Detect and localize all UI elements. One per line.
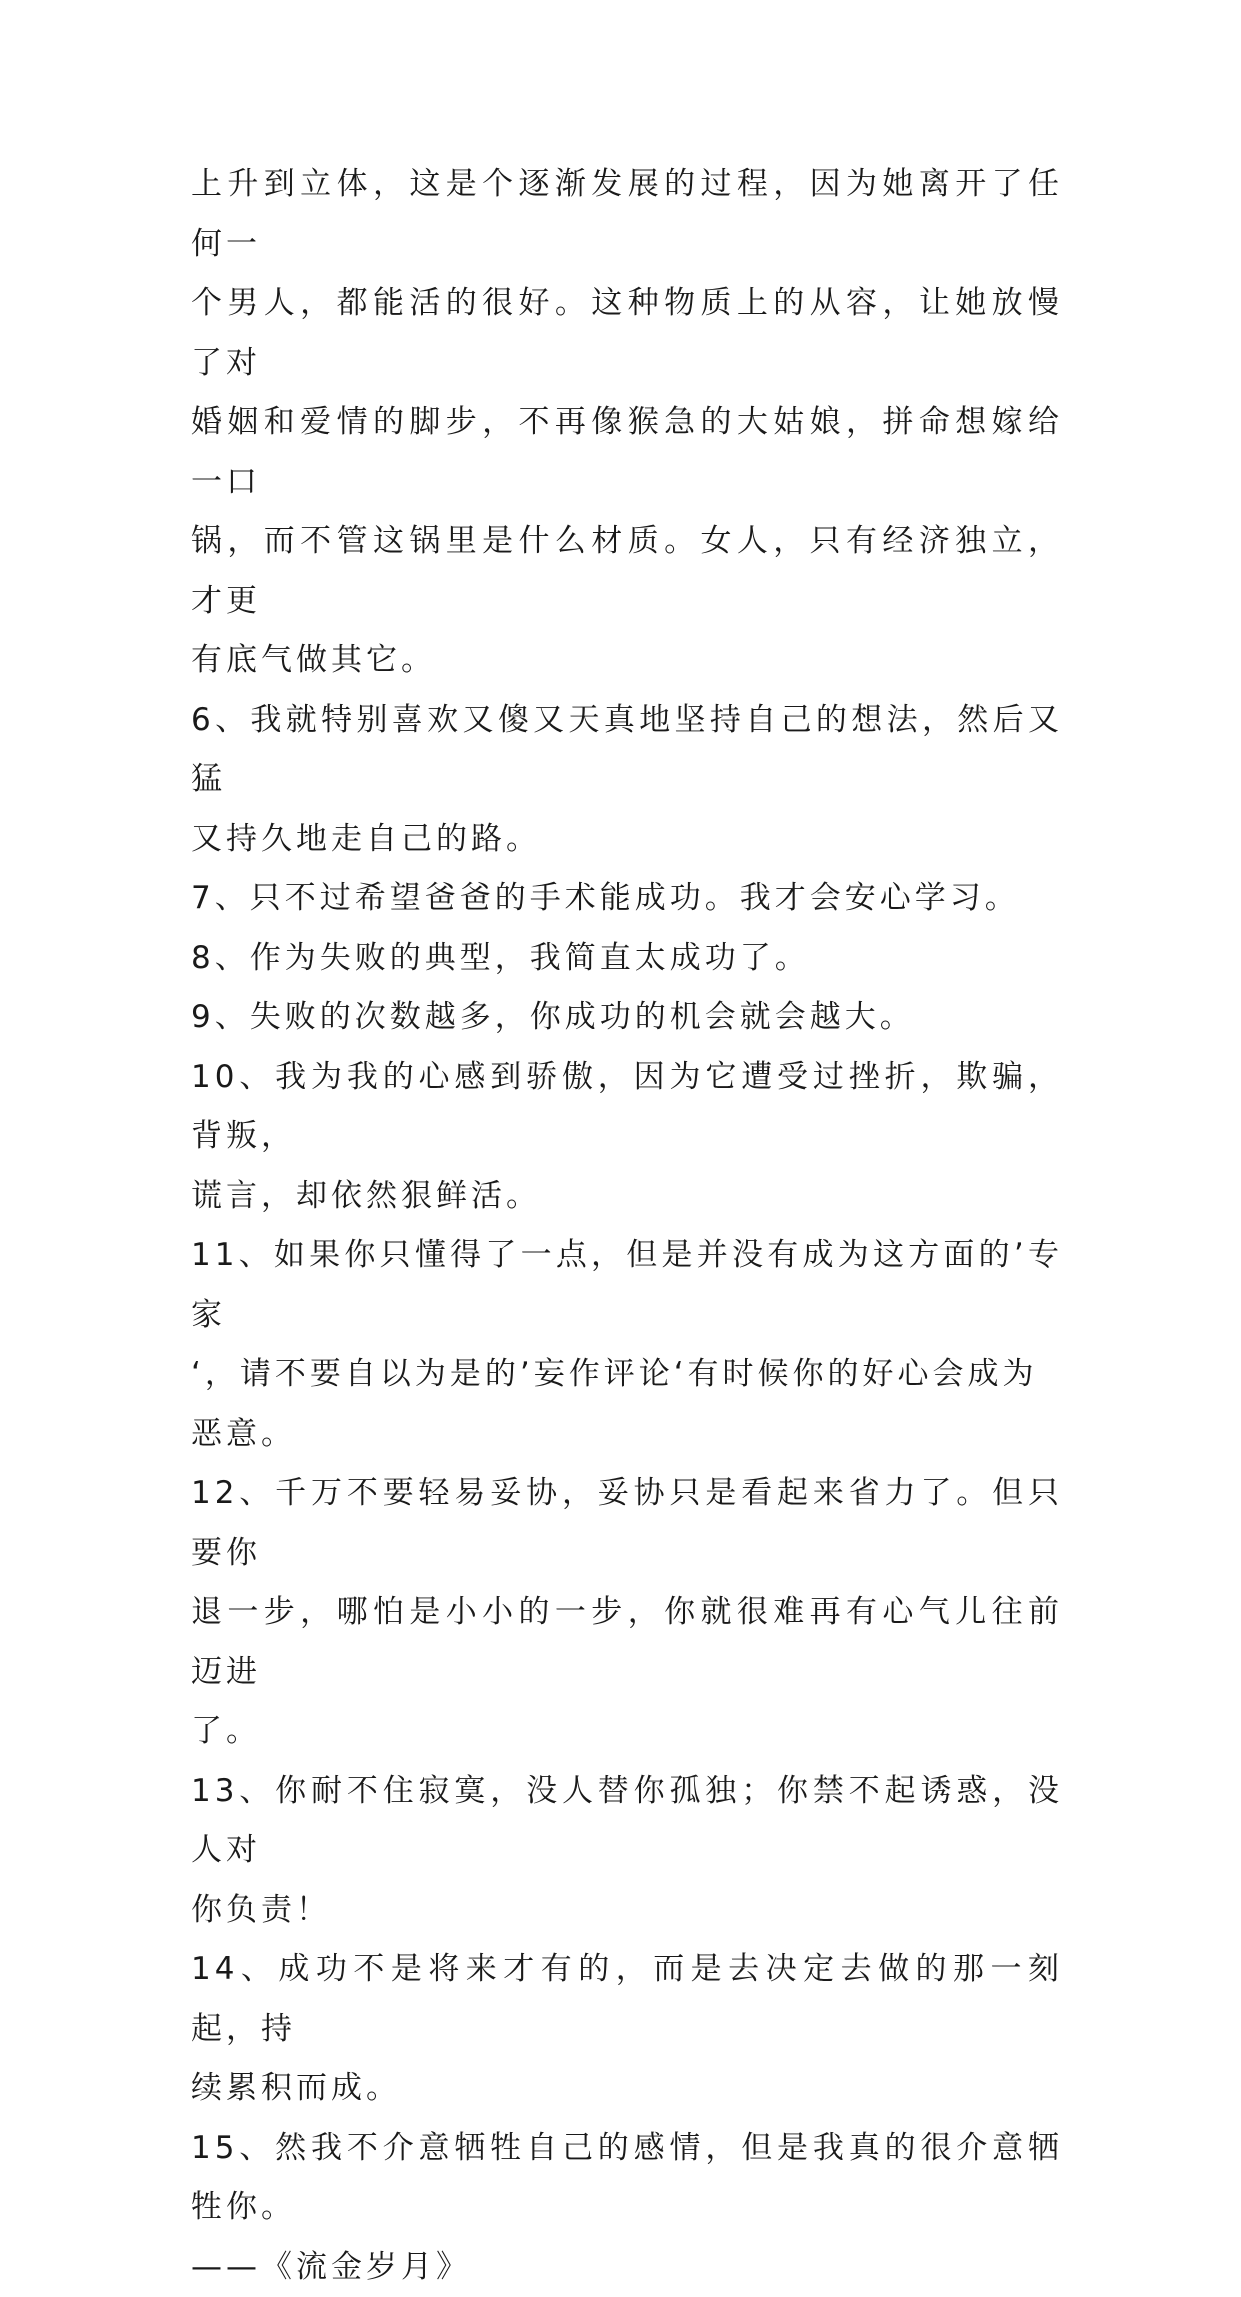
text-line: 10、我为我的心感到骄傲，因为它遭受过挫折，欺骗，背叛，: [191, 1048, 1063, 1167]
text-line: 退一步，哪怕是小小的一步，你就很难再有心气儿往前迈进: [191, 1583, 1063, 1702]
text-line: 6、我就特别喜欢又傻又天真地坚持自己的想法，然后又猛: [191, 691, 1063, 810]
text-line: 你负责！: [191, 1881, 1063, 1941]
paragraph-item-14: [191, 1940, 1063, 2119]
paragraph-item-11: [191, 1226, 1063, 1464]
text-line: 12、千万不要轻易妥协，妥协只是看起来省力了。但只要你: [191, 1464, 1063, 1583]
text-line: 个男人，都能活的很好。这种物质上的从容，让她放慢了对: [191, 274, 1063, 393]
text-line: 有底气做其它。: [191, 631, 1063, 691]
text-line: 7、只不过希望爸爸的手术能成功。我才会安心学习。: [191, 869, 1063, 929]
text-line: ——《流金岁月》: [191, 2238, 1063, 2297]
text-line: 上升到立体，这是个逐渐发展的过程，因为她离开了任何一: [191, 155, 1063, 274]
text-line: 11、如果你只懂得了一点，但是并没有成为这方面的’专家: [191, 1226, 1063, 1345]
text-line: 续累积而成。: [191, 2059, 1063, 2119]
paragraph-item-8: [191, 929, 1063, 989]
paragraph-item-7: [191, 869, 1063, 929]
paragraph-item-13: [191, 1762, 1063, 1941]
paragraph-item-9: [191, 988, 1063, 1048]
text-line: 谎言，却依然狠鲜活。: [191, 1167, 1063, 1227]
text-line: 锅，而不管这锅里是什么材质。女人，只有经济独立，才更: [191, 512, 1063, 631]
text-line: ‘，请不要自以为是的’妄作评论‘有时候你的好心会成为: [191, 1345, 1063, 1405]
document-body: [191, 155, 1063, 2297]
paragraph-item-6: [191, 691, 1063, 870]
text-line: 恶意。: [191, 1405, 1063, 1465]
text-line: 婚姻和爱情的脚步，不再像猴急的大姑娘，拼命想嫁给一口: [191, 393, 1063, 512]
text-line: 13、你耐不住寂寞，没人替你孤独；你禁不起诱惑，没人对: [191, 1762, 1063, 1881]
text-line: 了。: [191, 1702, 1063, 1762]
paragraph-item-15: [191, 2119, 1063, 2297]
text-line: 14、成功不是将来才有的，而是去决定去做的那一刻起，持: [191, 1940, 1063, 2059]
text-line: 15、然我不介意牺牲自己的感情，但是我真的很介意牺牲你。: [191, 2119, 1063, 2238]
text-line: 又持久地走自己的路。: [191, 810, 1063, 870]
paragraph-item-10: [191, 1048, 1063, 1227]
paragraph-continuation: [191, 155, 1063, 691]
paragraph-item-12: [191, 1464, 1063, 1762]
text-line: 9、失败的次数越多，你成功的机会就会越大。: [191, 988, 1063, 1048]
text-line: 8、作为失败的典型，我简直太成功了。: [191, 929, 1063, 989]
